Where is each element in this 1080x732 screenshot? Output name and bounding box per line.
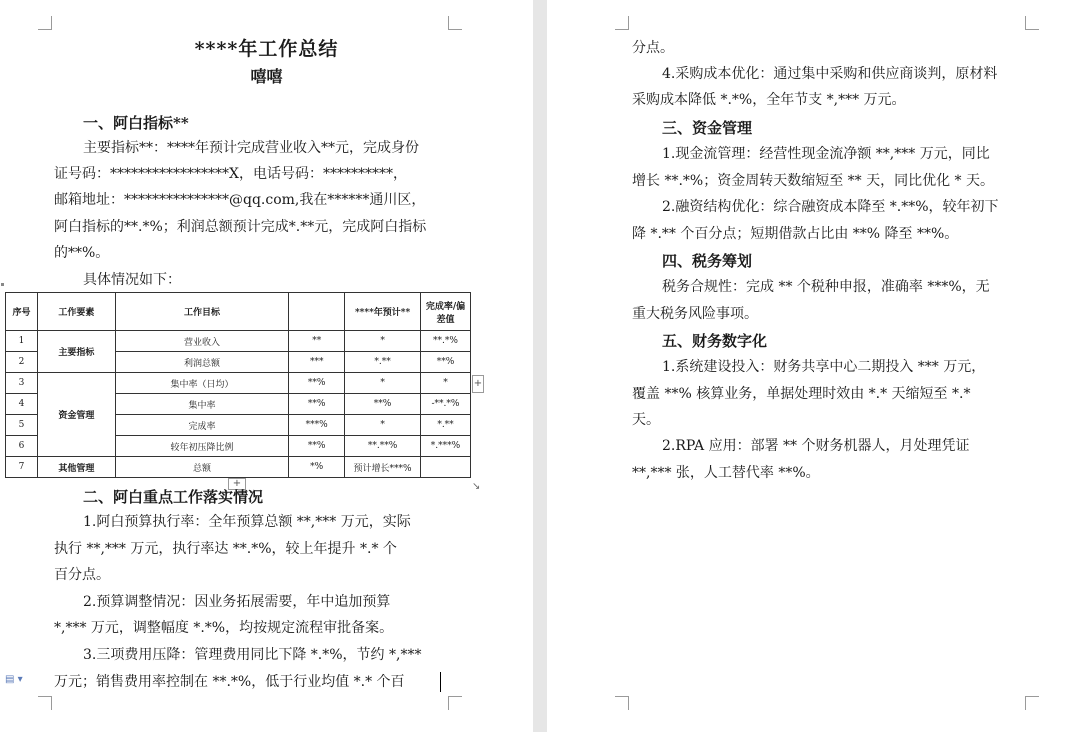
table-cell: 完成率 xyxy=(115,415,289,436)
table-cell: ***% xyxy=(289,415,345,436)
table-row xyxy=(6,457,471,478)
section-heading: 四、税务筹划 xyxy=(662,252,753,270)
table-cell: *.** xyxy=(345,352,421,373)
table-row xyxy=(6,331,471,352)
paragraph-line: **,*** 张，人工替代率 **%。 xyxy=(632,465,820,481)
table-header-cell xyxy=(289,293,345,331)
paragraph-line: 1.阿白预算执行率：全年预算总额 **,*** 万元，实际 xyxy=(83,514,411,530)
paragraph-line: 2.预算调整情况：因业务拓展需要，年中追加预算 xyxy=(83,594,391,610)
page-corner-mark xyxy=(38,16,52,30)
paragraph-line: 采购成本降低 *.*%，全年节支 *,*** 万元。 xyxy=(632,92,906,108)
table-header-cell: 完成率/偏差值 xyxy=(421,293,471,331)
paragraph-line: 覆盖 **% 核算业务，单据处理时效由 *.* 天缩短至 *.* xyxy=(632,386,971,402)
table-cell: **% xyxy=(289,394,345,415)
paragraph-line: 阿白指标的**.*%；利润总额预计完成*.**元，完成阿白指标 xyxy=(54,219,427,235)
table-cell: 营业收入 xyxy=(115,331,289,352)
table-header-cell: ****年预计** xyxy=(345,293,421,331)
table-cell: 5 xyxy=(6,415,38,436)
page-corner-mark xyxy=(448,16,462,30)
table-cell: 集中率（日均） xyxy=(115,373,289,394)
paragraph-line: 重大税务风险事项。 xyxy=(632,306,758,322)
paragraph-line: 增长 **.*%；资金周转天数缩短至 ** 天，同比优化 * 天。 xyxy=(632,173,995,189)
page-corner-mark xyxy=(615,696,629,710)
table-cell xyxy=(421,457,471,478)
table-group-cell: 资金管理 xyxy=(37,373,115,457)
table-cell: 4 xyxy=(6,394,38,415)
paragraph-line: 具体情况如下： xyxy=(83,272,181,288)
document-subtitle: 嘻嘻 xyxy=(250,67,283,86)
paragraph-line: 1.系统建设投入：财务共享中心二期投入 *** 万元， xyxy=(662,359,986,375)
page-corner-mark xyxy=(38,696,52,710)
table-cell: **% xyxy=(289,373,345,394)
table-cell: * xyxy=(345,415,421,436)
table-cell: *.** xyxy=(421,415,471,436)
page-corner-mark xyxy=(448,696,462,710)
section-heading: 一、阿白指标** xyxy=(83,114,189,132)
table-cell: ** xyxy=(289,331,345,352)
document-page-left xyxy=(0,0,533,732)
table-cell: *% xyxy=(289,457,345,478)
paragraph-line: 3.三项费用压降：管理费用同比下降 *.*%，节约 *,*** xyxy=(83,647,422,663)
table-add-column-button[interactable]: + xyxy=(472,375,484,393)
paragraph-line: *,*** 万元，调整幅度 *.*%，均按规定流程审批备案。 xyxy=(54,620,394,636)
table-cell: 总额 xyxy=(115,457,289,478)
table-cell: **% xyxy=(289,436,345,457)
table-cell: 1 xyxy=(6,331,38,352)
paragraph-line: 分点。 xyxy=(632,40,674,56)
paragraph-line: 百分点。 xyxy=(54,567,110,583)
table-resize-handle[interactable]: ↘ xyxy=(472,481,481,492)
paragraph-line: 万元；销售费用率控制在 **.*%，低于行业均值 *.* 个百 xyxy=(54,674,405,690)
table-cell: *.***% xyxy=(421,436,471,457)
table-cell: 集中率 xyxy=(115,394,289,415)
paragraph-line: 2.融资结构优化：综合融资成本降至 *.**%，较年初下 xyxy=(662,199,999,215)
table-cell: * xyxy=(345,331,421,352)
document-view-icon[interactable]: ▤ ▾ xyxy=(5,674,23,685)
section-heading: 三、资金管理 xyxy=(662,119,753,137)
paragraph-line: 2.RPA 应用：部署 ** 个财务机器人，月处理凭证 xyxy=(662,438,970,454)
paragraph-line: 邮箱地址：***************@qq.com,我在******通川区， xyxy=(54,192,426,208)
table-cell: 较年初压降比例 xyxy=(115,436,289,457)
indicator-table[interactable] xyxy=(5,292,471,478)
section-heading: 五、财务数字化 xyxy=(662,332,768,350)
table-header-cell: 工作目标 xyxy=(115,293,289,331)
table-cell: 预计增长***% xyxy=(345,457,421,478)
page-corner-mark xyxy=(1025,696,1039,710)
section-heading: 二、阿白重点工作落实情况 xyxy=(83,488,264,506)
table-cell: **.**% xyxy=(345,436,421,457)
table-header-cell: 序号 xyxy=(6,293,38,331)
paragraph-line: 的**%。 xyxy=(54,245,110,261)
table-cell: * xyxy=(421,373,471,394)
paragraph-line: 4.采购成本优化：通过集中采购和供应商谈判，原材料 xyxy=(662,66,998,82)
table-cell: 利润总额 xyxy=(115,352,289,373)
table-header-row xyxy=(6,293,471,331)
table-cell: **% xyxy=(345,394,421,415)
table-row xyxy=(6,373,471,394)
table-cell: *** xyxy=(289,352,345,373)
table-header-cell: 工作要素 xyxy=(37,293,115,331)
paragraph-line: 执行 **,*** 万元，执行率达 **.*%，较上年提升 *.* 个 xyxy=(54,541,397,557)
table-group-cell: 其他管理 xyxy=(37,457,115,478)
paragraph-line: 主要指标**：****年预计完成营业收入**元，完成身份 xyxy=(83,140,419,156)
document-title: ****年工作总结 xyxy=(194,38,339,60)
table-cell: 2 xyxy=(6,352,38,373)
paragraph-line: 证号码：*****************X，电话号码：**********， xyxy=(54,166,407,182)
page-corner-mark xyxy=(1025,16,1039,30)
table-cell: -**.*% xyxy=(421,394,471,415)
paragraph-line: 天。 xyxy=(632,412,660,428)
table-cell: * xyxy=(345,373,421,394)
table-cell: 7 xyxy=(6,457,38,478)
table-cell: **.*% xyxy=(421,331,471,352)
table-add-row-button[interactable]: + xyxy=(228,478,246,490)
table-cell: 6 xyxy=(6,436,38,457)
paragraph-line: 降 *.** 个百分点；短期借款占比由 **% 降至 **%。 xyxy=(632,226,959,242)
table-group-cell: 主要指标 xyxy=(37,331,115,373)
text-cursor xyxy=(440,672,441,692)
page-gutter xyxy=(533,0,547,732)
document-page-right xyxy=(547,0,1080,732)
table-cell: 3 xyxy=(6,373,38,394)
table-cell: **% xyxy=(421,352,471,373)
paragraph-line: 税务合规性：完成 ** 个税种申报，准确率 ***%，无 xyxy=(662,279,990,295)
paragraph-line: 1.现金流管理：经营性现金流净额 **,*** 万元，同比 xyxy=(662,146,990,162)
page-corner-mark xyxy=(615,16,629,30)
margin-marker xyxy=(1,283,4,286)
